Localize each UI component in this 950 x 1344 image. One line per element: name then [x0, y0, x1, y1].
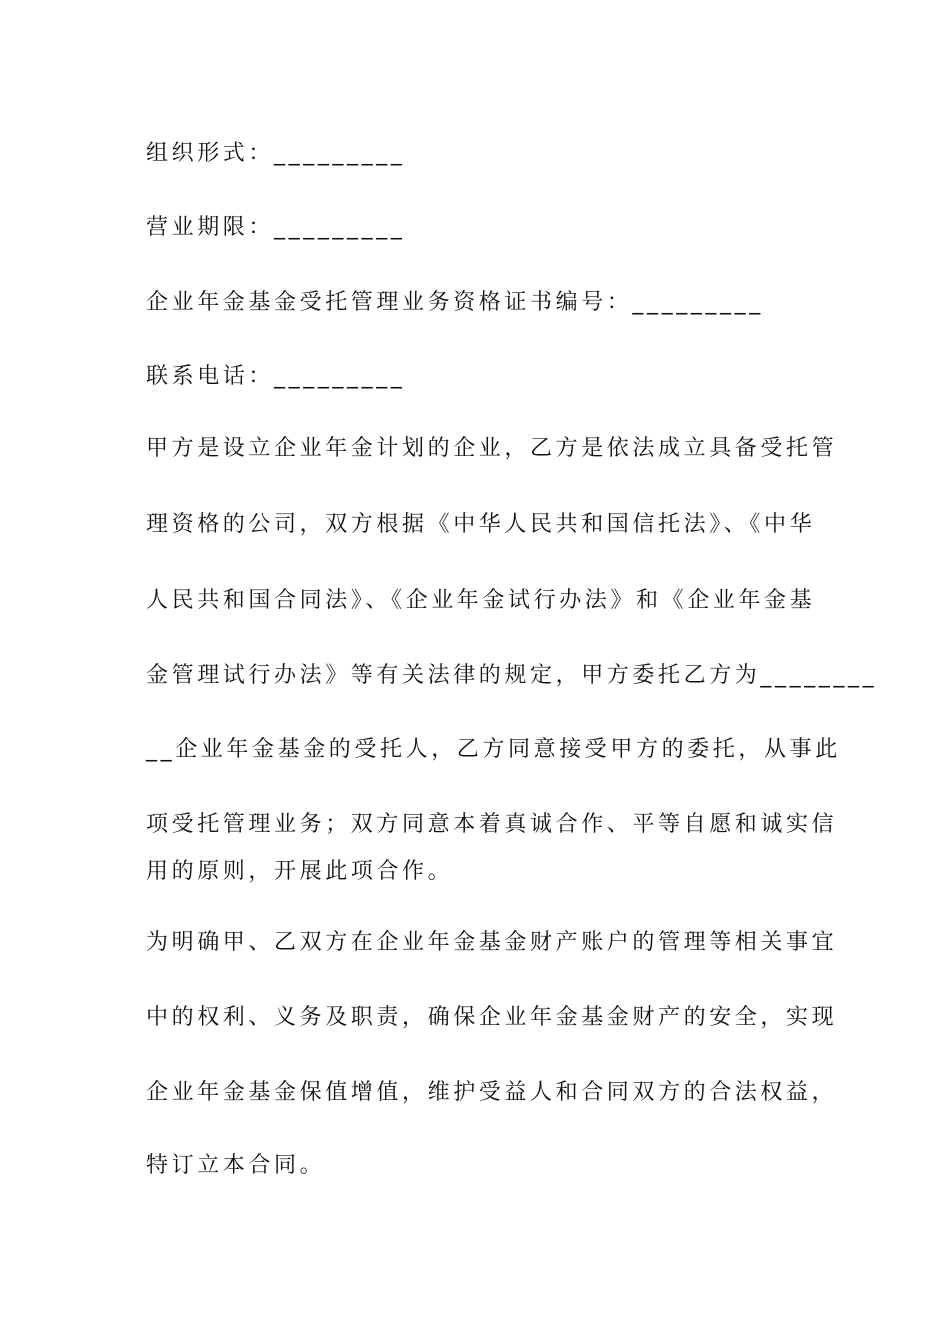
certificate-number-blank: _________	[632, 290, 764, 315]
paragraph-line: __企业年金基金的受托人，乙方同意接受甲方的委托，从事此	[146, 737, 841, 762]
paragraph-line: 甲方是设立企业年金计划的企业，乙方是依法成立具备受托管	[146, 436, 838, 461]
paragraph-line: 企业年金基金保值增值，维护受益人和合同双方的合法权益，	[146, 1080, 838, 1105]
paragraph-line: 金管理试行办法》等有关法律的规定，甲方委托乙方为________	[146, 663, 878, 688]
business-term-blank: _________	[274, 215, 406, 240]
phone-label: 联系电话：	[146, 364, 275, 389]
phone-line	[146, 362, 405, 392]
certificate-number-label: 企业年金基金受托管理业务资格证书编号：	[146, 290, 633, 315]
organization-form-line	[146, 139, 405, 169]
paragraph-line: 特订立本合同。	[146, 1153, 326, 1178]
paragraph-line: 理资格的公司，双方根据《中华人民共和国信托法》、《中华	[146, 512, 816, 537]
organization-form-blank: _________	[274, 141, 406, 166]
paragraph-line: 为明确甲、乙双方在企业年金基金财产账户的管理等相关事宜	[146, 930, 838, 955]
paragraph-line: 中的权利、义务及职责，确保企业年金基金财产的安全，实现	[146, 1005, 838, 1030]
paragraph-line: 项受托管理业务；双方同意本着真诚合作、平等自愿和诚实信	[146, 812, 838, 837]
paragraph-line: 人民共和国合同法》、《企业年金试行办法》和《企业年金基	[146, 588, 816, 613]
business-term-label: 营业期限：	[146, 215, 275, 240]
organization-form-label: 组织形式：	[146, 141, 275, 166]
certificate-number-line	[146, 288, 764, 318]
paragraph-line: 用的原则，开展此项合作。	[146, 859, 454, 884]
business-term-line	[146, 213, 405, 243]
phone-blank: _________	[274, 364, 406, 389]
